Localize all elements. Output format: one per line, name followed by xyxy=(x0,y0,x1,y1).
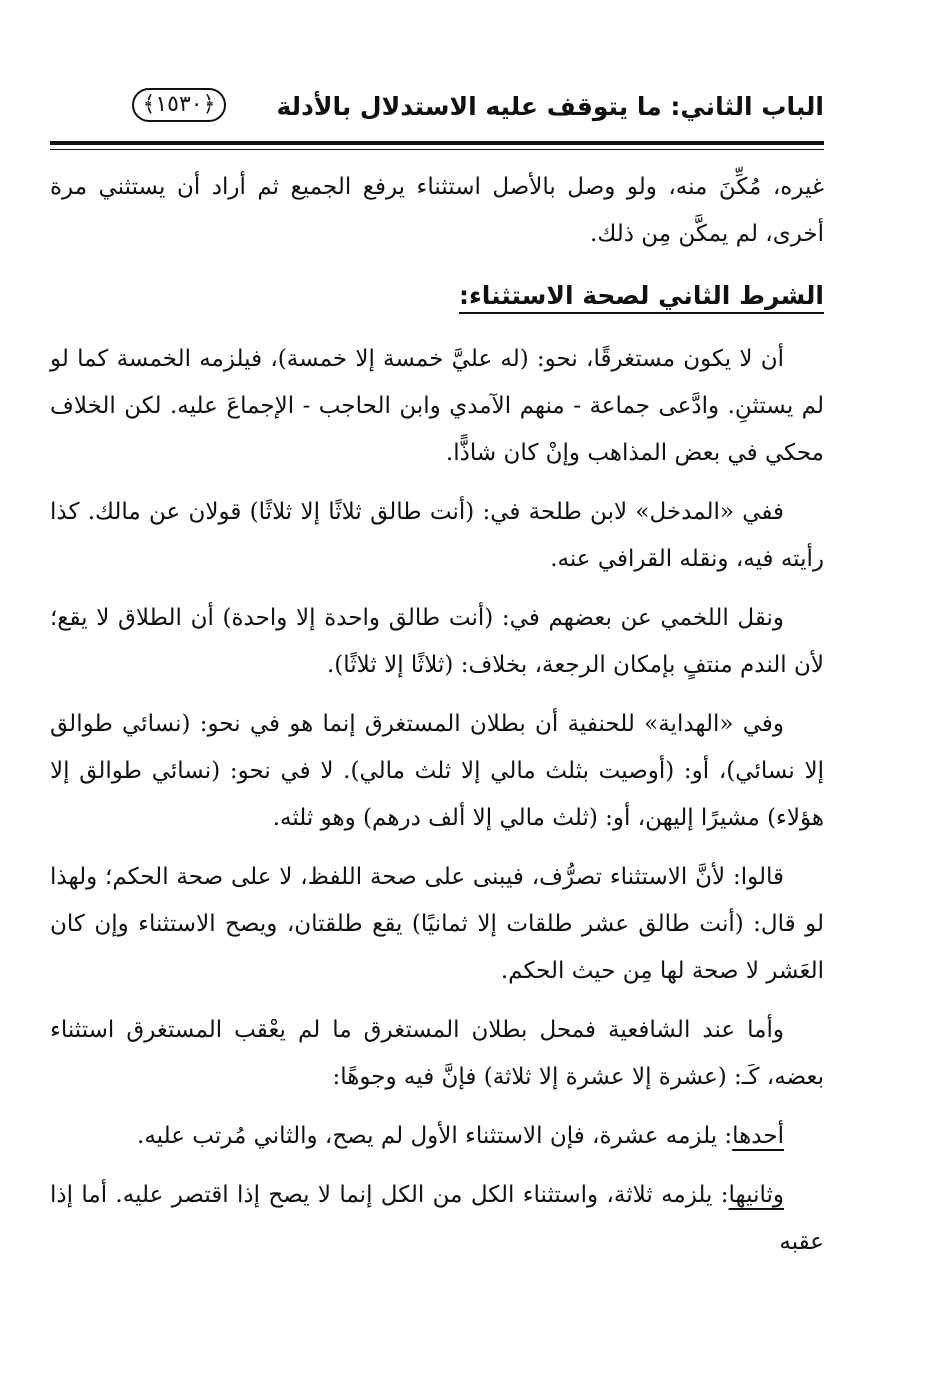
paragraph: وفي «الهداية» للحنفية أن بطلان المستغرق إنما هو في نحو: (نسائي طوالق إلا نسائي)، أو: (أوصيت بثلث مالي إلا ثلث مالي). لا في نحو: (نسائي طوالق إلا هؤلاء) مشيرًا إليهن، أو: (ثلث مالي إلا ألف درهم) وهو ثلثه. xyxy=(50,711,824,831)
page-number: ﴿١٥٣٠﴾ xyxy=(132,88,226,122)
second-view-label: وثانيها xyxy=(728,1182,784,1208)
paragraph-second-view xyxy=(50,1172,824,1266)
section-heading xyxy=(50,276,824,316)
first-view-label: أحدها xyxy=(732,1123,784,1149)
first-view-text: : يلزمه عشرة، فإن الاستثناء الأول لم يصح، والثاني مُرتب عليه. xyxy=(137,1123,733,1149)
section-heading-text: الشرط الثاني لصحة الاستثناء: xyxy=(459,281,824,314)
paragraph: ففي «المدخل» لابن طلحة في: (أنت طالق ثلاثًا إلا ثلاثًا) قولان عن مالك. كذا رأيته فيه، ونقله القرافي عنه. xyxy=(50,499,824,572)
paragraph-continuation: غيره، مُكِّنَ منه، ولو وصل بالأصل استثناء يرفع الجميع ثم أراد أن يستثني مرة أخرى، لم يمكَّن مِن ذلك. xyxy=(50,174,824,247)
running-header xyxy=(50,88,824,128)
document-page xyxy=(50,0,824,1385)
second-view-text: : يلزمه ثلاثة، واستثناء الكل من الكل إنما لا يصح إذا اقتصر عليه. أما إذا عقبه xyxy=(50,1182,824,1255)
header-rule-thick xyxy=(50,141,824,145)
paragraph-first-view xyxy=(50,1113,824,1160)
paragraph: أن لا يكون مستغرقًا، نحو: (له عليَّ خمسة إلا خمسة)، فيلزمه الخمسة كما لو لم يستثنِ. وادَّعى جماعة - منهم الآمدي وابن الحاجب - الإجماعَ عليه. لكن الخلاف محكي في بعض المذاهب وإنْ كان شاذًّا. xyxy=(50,346,824,466)
header-rule-thin xyxy=(50,149,824,150)
paragraph: قالوا: لأنَّ الاستثناء تصرُّف، فيبنى على صحة اللفظ، لا على صحة الحكم؛ ولهذا لو قال: (أنت طالق عشر طلقات إلا ثمانيًا) يقع طلقتان، ويصح الاستثناء وإن كان العَشر لا صحة لها مِن حيث الحكم. xyxy=(50,864,824,984)
page-body xyxy=(50,164,824,1278)
chapter-title: الباب الثاني: ما يتوقف عليه الاستدلال بالأدلة xyxy=(276,92,824,121)
paragraph: وأما عند الشافعية فمحل بطلان المستغرق ما لم يعْقب المستغرق استثناء بعضه، كَـ: (عشرة إلا عشرة إلا ثلاثة) فإنَّ فيه وجوهًا: xyxy=(50,1017,824,1090)
paragraph: ونقل اللخمي عن بعضهم في: (أنت طالق واحدة إلا واحدة) أن الطلاق لا يقع؛ لأن الندم منتفٍ بإمكان الرجعة، بخلاف: (ثلاثًا إلا ثلاثًا). xyxy=(50,605,824,678)
